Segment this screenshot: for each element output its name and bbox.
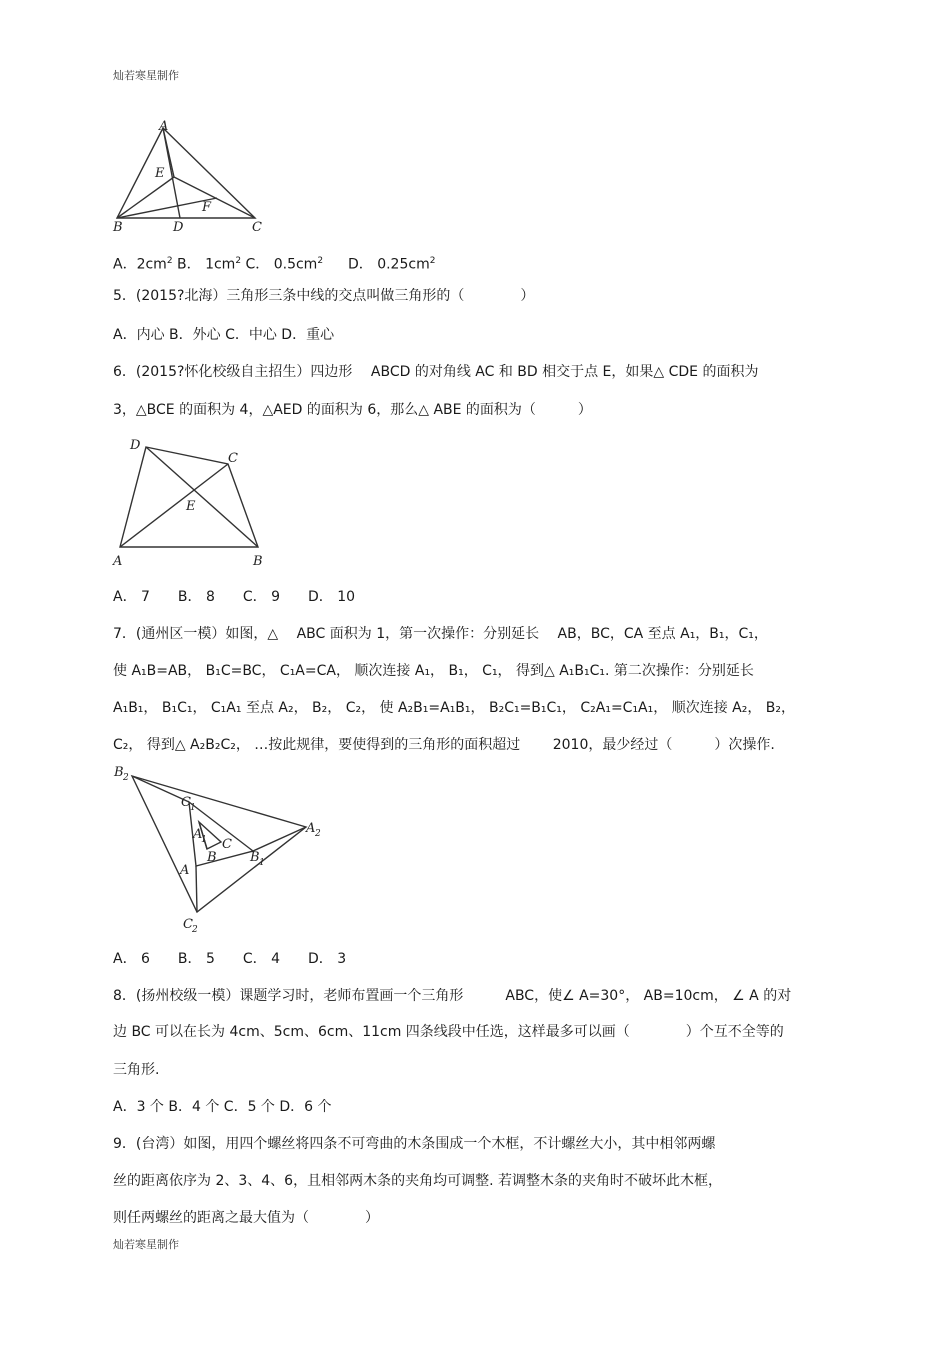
- q4-option-c: C． 0.5cm: [245, 256, 318, 273]
- q6-stem-line1: 6．(2015?怀化校级自主招生）四边形 ABCD 的对角线 AC 和 BD 相交于点 E，如果△ CDE 的面积为: [113, 364, 759, 380]
- q6-label-e: E: [186, 499, 196, 514]
- q4-option-b: B． 1cm: [177, 256, 236, 273]
- q4-label-b: B: [113, 220, 123, 235]
- q9-line2: 丝的距离依序为 2、3、4、6，且相邻两木条的夹角均可调整. 若调整木条的夹角时不破坏此木框，: [113, 1173, 722, 1189]
- q6-label-b: B: [253, 554, 263, 569]
- q7-label-a: A: [180, 863, 190, 878]
- q7-label-b2: B: [114, 765, 124, 780]
- svg-text:2: 2: [192, 925, 198, 935]
- q7-line4: C₂， 得到△ A₂B₂C₂， …按此规律，要使得到的三角形的面积超过 2010，最少经过（ ）次操作.: [113, 737, 775, 753]
- q4-triangle-figure: [105, 118, 275, 238]
- q4-label-c: C: [252, 220, 262, 235]
- q7-line3: A₁B₁， B₁C₁， C₁A₁ 至点 A₂， B₂， C₂， 使 A₂B₁=A₁B₁， B₂C₁=B₁C₁， C₂A₁=C₁A₁， 顺次连接 A₂， B₂，: [113, 700, 796, 716]
- q4-label-a: A: [159, 119, 169, 134]
- q8-line1: 8．(扬州校级一模）课题学习时，老师布置画一个三角形 ABC，使∠ A=30°， AB=10cm， ∠ A 的对: [113, 988, 792, 1004]
- q4-option-d: D． 0.25cm: [347, 256, 430, 273]
- svg-text:1: 1: [201, 835, 207, 845]
- q7-label-a2: A: [306, 821, 316, 836]
- q6-label-c: C: [228, 451, 238, 466]
- q7-options: A． 6 B． 5 C． 4 D． 3: [113, 951, 347, 967]
- q4-label-f: F: [202, 200, 212, 215]
- q4-options: A．$2cm^2$ B． $1cm^2$ C． $0.5cm^2$ D． $0.25cm^2$: [113, 256, 436, 273]
- q6-label-a: A: [113, 554, 123, 569]
- q4-label-e: E: [155, 166, 165, 181]
- q8-line2: 边 BC 可以在长为 4cm、5cm、6cm、11cm 四条线段中任选，这样最多可以画（ ）个互不全等的: [113, 1024, 784, 1040]
- q4-label-d: D: [173, 220, 184, 235]
- q7-label-a1: A: [193, 827, 203, 842]
- q7-label-b1: B: [250, 850, 260, 865]
- svg-text:1: 1: [190, 803, 196, 813]
- q4-option-a: A．2cm: [113, 256, 167, 273]
- page-header: 灿若寒星制作: [113, 69, 179, 82]
- q7-triangle-figure: [108, 762, 338, 942]
- page-footer: 灿若寒星制作: [113, 1238, 179, 1251]
- q7-label-b: B: [207, 850, 217, 865]
- q5-stem: 5．(2015?北海）三角形三条中线的交点叫做三角形的（ ）: [113, 288, 535, 304]
- svg-text:1: 1: [259, 858, 265, 868]
- q5-options: A．内心 B．外心 C．中心 D．重心: [113, 327, 335, 343]
- q9-line3: 则任两螺丝的距离之最大值为（ ）: [113, 1210, 379, 1226]
- q7-label-c1: C: [181, 795, 191, 810]
- q7-line1: 7．(通州区一模）如图，△ ABC 面积为 1，第一次操作：分别延长 AB，BC，CA 至点 A₁，B₁，C₁，: [113, 626, 768, 642]
- q7-label-c: C: [222, 837, 232, 852]
- q6-quadrilateral-figure: [108, 432, 278, 572]
- q9-line1: 9．(台湾）如图，用四个螺丝将四条不可弯曲的木条围成一个木框，不计螺丝大小，其中相邻两螺: [113, 1136, 716, 1152]
- q6-stem-line2: 3，△BCE 的面积为 4，△AED 的面积为 6，那么△ ABE 的面积为（ ）: [113, 402, 592, 418]
- q8-line3: 三角形.: [113, 1062, 160, 1078]
- svg-text:2: 2: [123, 773, 129, 783]
- svg-text:2: 2: [315, 829, 321, 839]
- q6-label-d: D: [130, 438, 141, 453]
- q7-label-c2: C: [183, 917, 193, 932]
- q6-options: A． 7 B． 8 C． 9 D． 10: [113, 589, 356, 605]
- q7-line2: 使 A₁B=AB， B₁C=BC， C₁A=CA， 顺次连接 A₁， B₁， C₁， 得到△ A₁B₁C₁. 第二次操作：分别延长: [113, 663, 754, 679]
- q8-options: A．3 个 B．4 个 C．5 个 D．6 个: [113, 1099, 332, 1115]
